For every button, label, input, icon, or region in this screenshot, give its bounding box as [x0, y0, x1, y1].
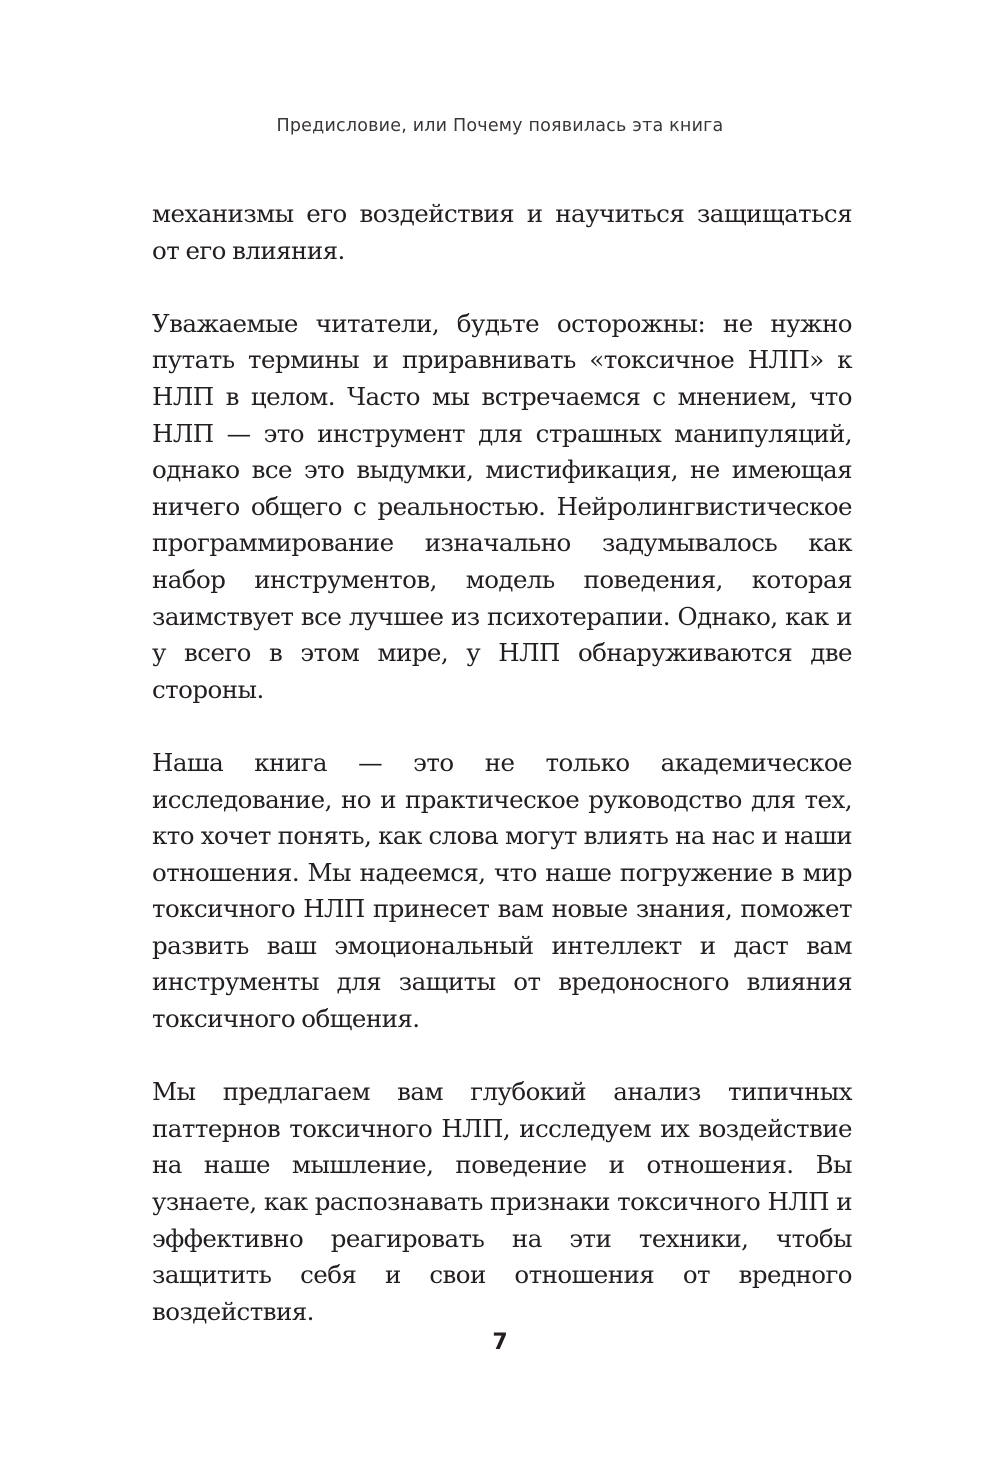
body-text: [152, 196, 852, 1330]
paragraph: Мы предлагаем вам глубокий анализ типичных паттернов токсичного НЛП, исследуем их воздействие на наше мышление, поведение и отношения. Вы узнаете, как распознавать признаки токсичного НЛП и эффективно реагировать на эти техники, чтобы защитить себя и свои отношения от вредного воздействия.: [152, 1077, 852, 1326]
paragraph: Уважаемые читатели, будьте осторожны: не нужно путать термины и приравнивать «токсичное НЛП» к НЛП в целом. Часто мы встречаемся с мнением, что НЛП — это инструмент для страшных манипуляций, однако все это выдумки, мистификация, не имеющая ничего общего с реальностью. Нейролингвистическое программирование изначально задумывалось как набор инструментов, модель поведения, которая заимствует все лучшее из психотерапии. Однако, как и у всего в этом мире, у НЛП обнаруживаются две стороны.: [152, 308, 852, 704]
paragraph: механизмы его воздействия и научиться защищаться от его влияния.: [152, 199, 852, 265]
paragraph: Наша книга — это не только академическое исследование, но и практическое руководство для тех, кто хочет понять, как слова могут влиять на нас и наши отношения. Мы надеемся, что наше погружение в мир токсичного НЛП принесет вам новые знания, поможет развить ваш эмоциональный интеллект и даст вам инструменты для защиты от вредоносного влияния токсичного общения.: [152, 747, 852, 1034]
running-head: Предисловие, или Почему появилась эта книга: [276, 116, 724, 136]
page-number: 7: [492, 1330, 508, 1355]
